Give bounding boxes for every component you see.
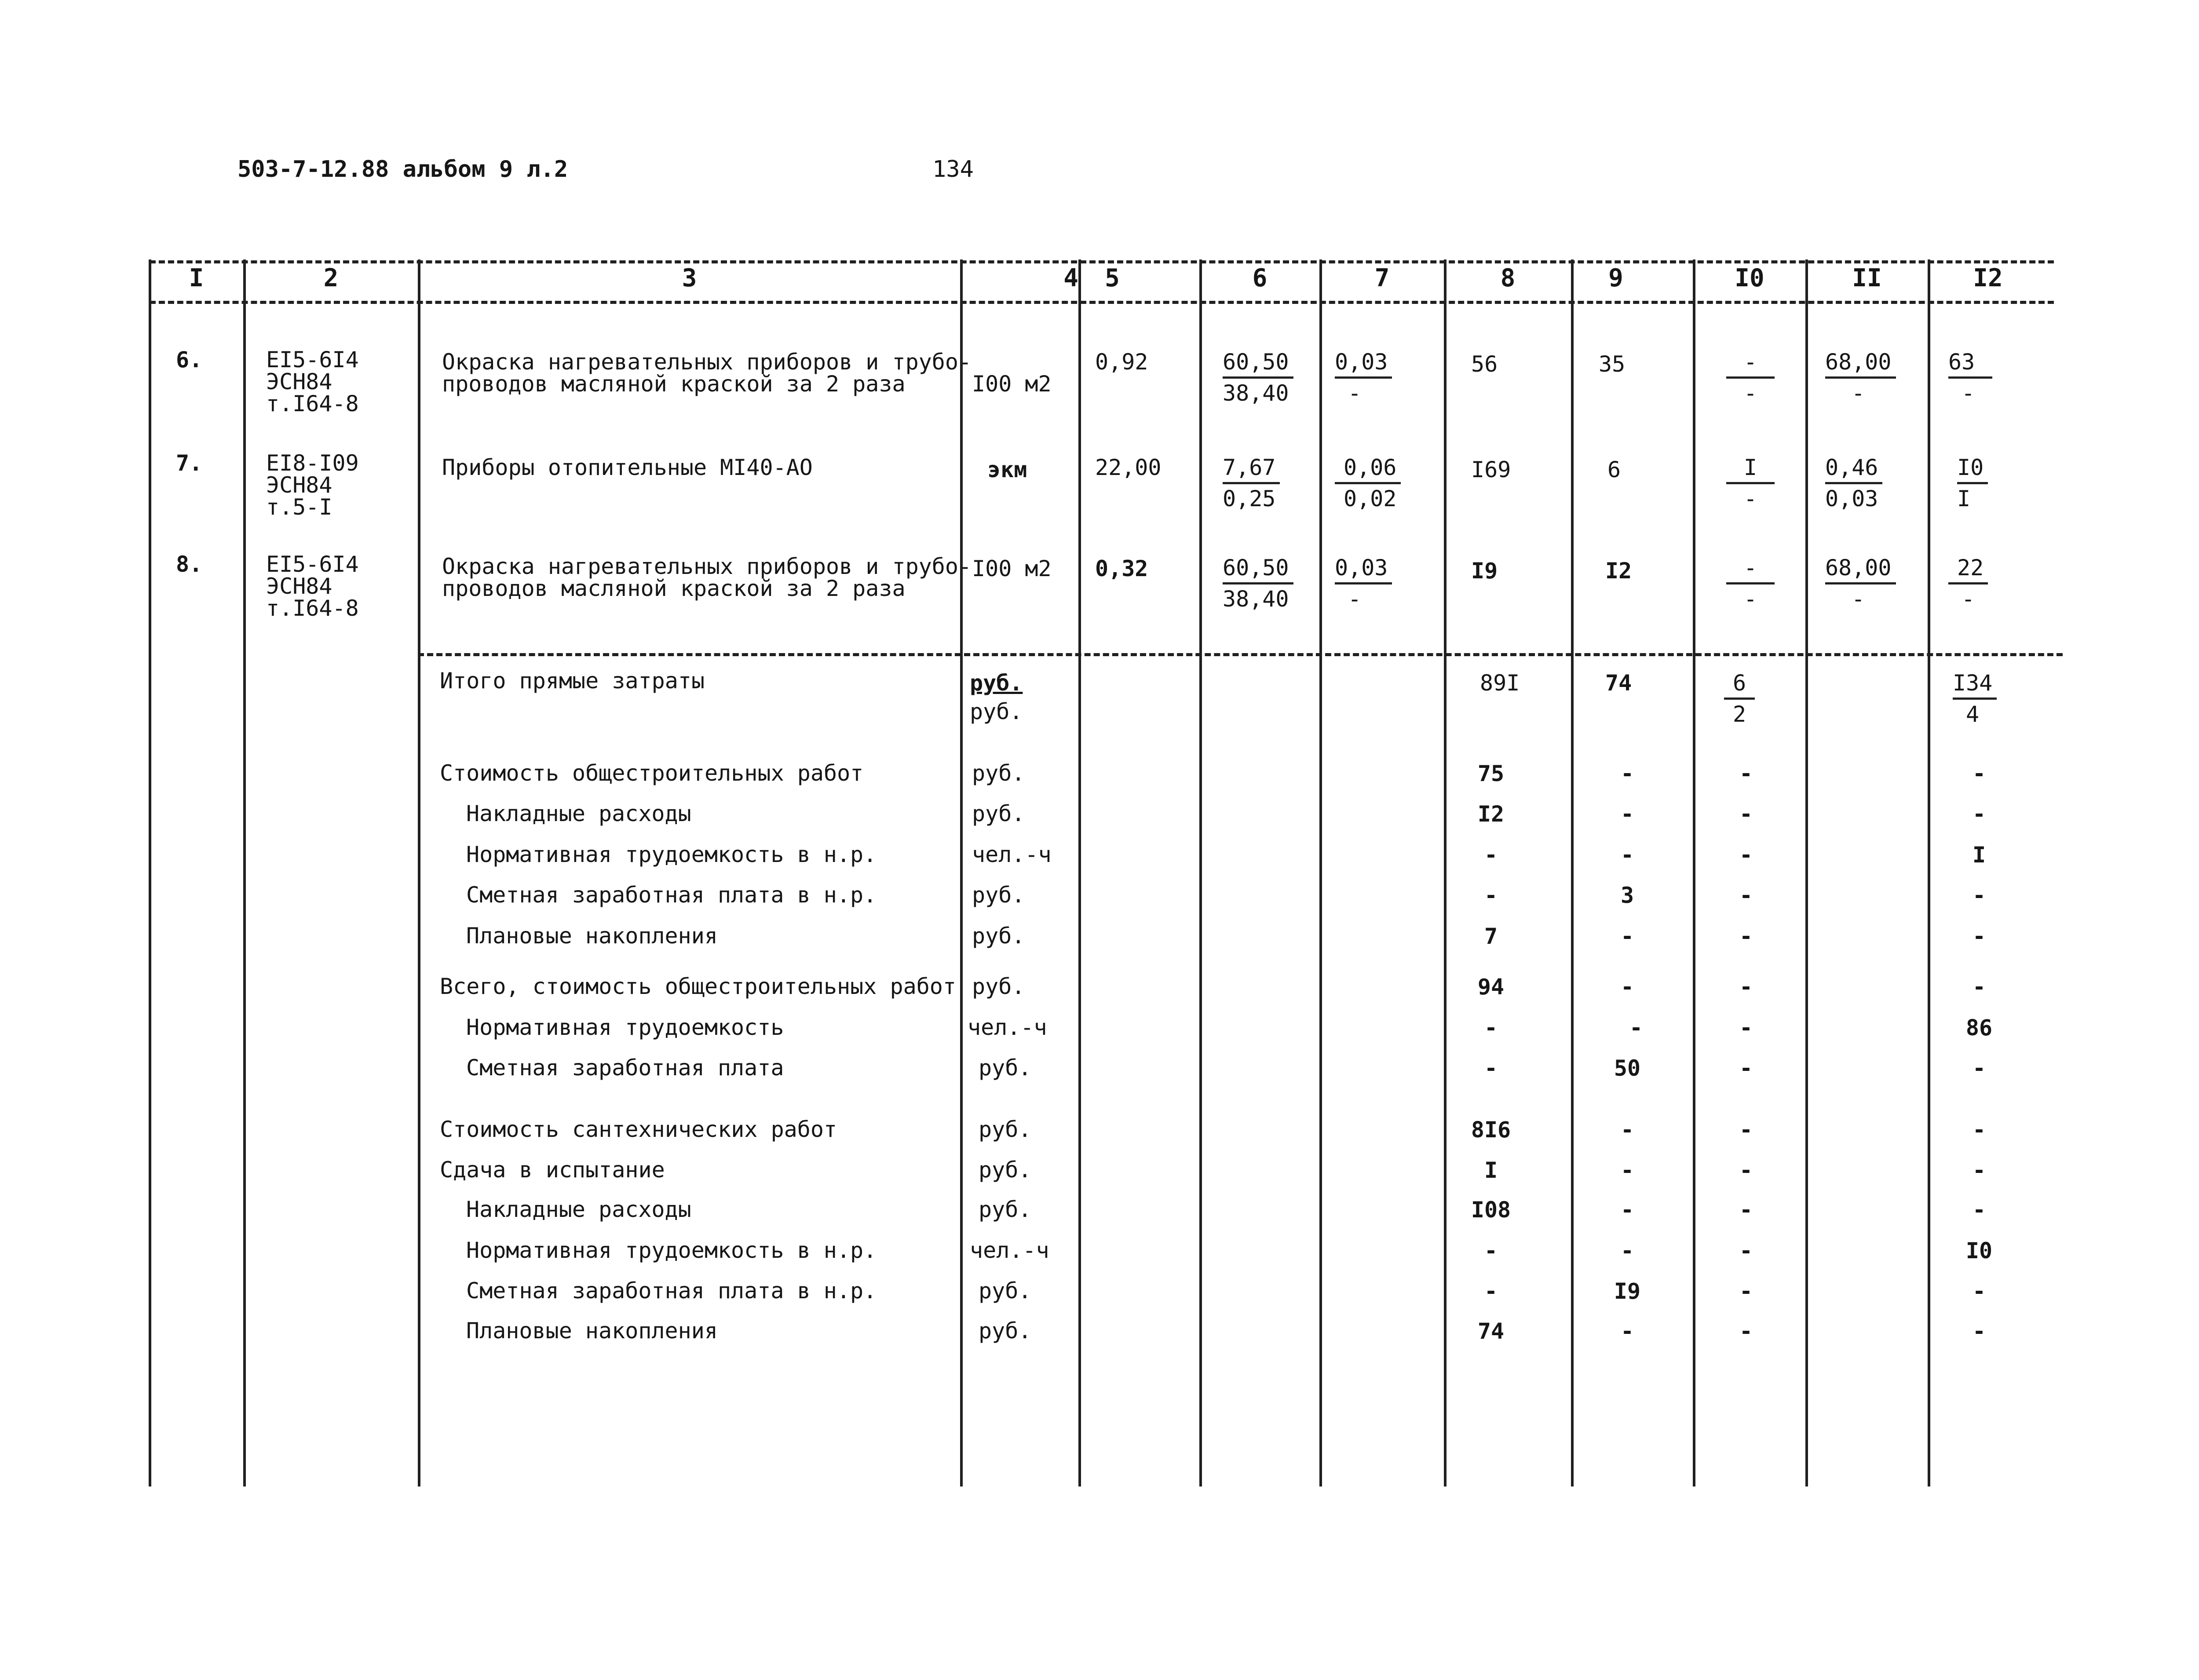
summary-unit: руб.: [979, 1117, 1032, 1142]
summary-unit: руб.: [972, 801, 1025, 826]
col-border: [418, 259, 420, 1486]
col7-numerator: 0,03: [1335, 347, 1392, 379]
summary-label: Стоимость сантехнических работ: [440, 1117, 837, 1142]
row-description-line: Окраска нагревательных приборов и трубо-: [442, 349, 972, 375]
column-number: 7: [1374, 264, 1390, 292]
column-number: 9: [1608, 264, 1623, 292]
summary-unit: руб.: [972, 974, 1025, 999]
summary-unit: руб.: [972, 760, 1025, 786]
col11-numerator: 68,00: [1825, 553, 1896, 584]
col12-numerator: I34: [1953, 668, 1997, 700]
col11-numerator: 68,00: [1825, 347, 1896, 379]
column-number: 6: [1252, 264, 1268, 292]
row-unit: I00 м2: [972, 556, 1052, 581]
col-border: [149, 259, 151, 1486]
column-number: I: [189, 264, 204, 292]
row-number: 8.: [176, 551, 203, 577]
row-code-line: EI8-I09: [266, 450, 359, 476]
totals-col12-fraction: [1953, 668, 1997, 729]
col-border: [1444, 259, 1447, 1486]
header-top-border: [150, 260, 2054, 263]
col10-numerator: I: [1726, 453, 1775, 484]
summary-col12: -: [1972, 883, 1986, 908]
totals-divider: [418, 653, 2063, 656]
summary-label: Стоимость общестроительных работ: [440, 760, 864, 786]
col12-denominator: -: [1962, 586, 1975, 612]
col7-fraction: [1335, 347, 1392, 408]
summary-col10: -: [1739, 1238, 1753, 1264]
col7-numerator: 0,06: [1335, 453, 1401, 484]
summary-col8: -: [1484, 842, 1498, 868]
summary-label: Всего, стоимость общестроительных работ: [440, 974, 956, 999]
summary-col8: I: [1484, 1158, 1498, 1183]
col10-fraction: [1726, 553, 1775, 614]
summary-label: Нормативная трудоемкость: [466, 1015, 784, 1040]
column-number: 3: [682, 264, 697, 292]
col6-fraction: [1223, 347, 1293, 408]
totals-label: Итого прямые затраты: [440, 668, 705, 694]
column-number: 8: [1500, 264, 1516, 292]
summary-label: Сметная заработная плата: [466, 1055, 784, 1081]
totals-unit: руб.: [970, 670, 1023, 696]
col6-numerator: 60,50: [1223, 347, 1293, 379]
summary-unit: чел.-ч: [972, 842, 1052, 867]
col6-fraction: [1223, 453, 1280, 513]
row-code-line: ЭСН84: [266, 472, 332, 498]
col9-value: 35: [1599, 351, 1626, 377]
col-border: [1928, 259, 1930, 1486]
col8-value: I9: [1471, 558, 1498, 584]
col12-fraction: [1948, 553, 1988, 614]
col6-denominator: 38,40: [1223, 586, 1289, 612]
summary-col9: -: [1620, 842, 1634, 868]
summary-unit: руб.: [979, 1197, 1032, 1222]
summary-col9: -: [1620, 924, 1634, 949]
col10-fraction: [1726, 453, 1775, 513]
col11-fraction: [1825, 453, 1882, 513]
col10-numerator: -: [1726, 347, 1775, 379]
summary-unit: руб.: [979, 1318, 1032, 1344]
summary-col9: -: [1620, 761, 1634, 786]
col9-value: 6: [1607, 457, 1621, 482]
row-description-line: Приборы отопительные МI40-АО: [442, 455, 813, 480]
summary-col12: I0: [1965, 1238, 1993, 1264]
summary-col9: 50: [1614, 1055, 1641, 1081]
summary-col9: -: [1620, 1158, 1634, 1183]
row-description-line: Окраска нагревательных приборов и трубо-: [442, 554, 972, 579]
col8-value: 56: [1471, 351, 1498, 377]
col-border: [1078, 259, 1081, 1486]
col-border: [960, 259, 963, 1486]
summary-col8: 74: [1477, 1318, 1505, 1344]
summary-col8: 8I6: [1471, 1117, 1511, 1143]
summary-col12: -: [1972, 801, 1986, 827]
summary-col8: 75: [1477, 761, 1505, 786]
col12-numerator: 63: [1948, 347, 1992, 379]
summary-col9: -: [1620, 1238, 1634, 1264]
totals-unit: руб.: [970, 699, 1023, 724]
summary-col10: -: [1739, 1197, 1753, 1223]
summary-col12: -: [1972, 1158, 1986, 1183]
summary-unit: руб.: [979, 1157, 1032, 1183]
col9-value: I2: [1605, 558, 1632, 584]
row-unit: I00 м2: [972, 371, 1052, 397]
summary-col10: -: [1739, 924, 1753, 949]
col10-denominator: -: [1744, 586, 1757, 612]
summary-col12: -: [1972, 1117, 1986, 1143]
summary-unit: руб.: [979, 1055, 1032, 1081]
summary-col10: -: [1739, 1318, 1753, 1344]
col12-numerator: 22: [1948, 553, 1988, 584]
summary-col9: 3: [1620, 883, 1634, 908]
col-border: [1571, 259, 1574, 1486]
summary-col9: -: [1620, 1318, 1634, 1344]
summary-col12: -: [1972, 1318, 1986, 1344]
summary-label: Сметная заработная плата в н.р.: [466, 1278, 877, 1304]
totals-col8: 89I: [1480, 670, 1520, 696]
col11-denominator: 0,03: [1825, 486, 1878, 511]
summary-label: Сметная заработная плата в н.р.: [466, 882, 877, 908]
summary-col10: -: [1739, 761, 1753, 786]
summary-col9: -: [1620, 801, 1634, 827]
summary-label: Нормативная трудоемкость в н.р.: [466, 842, 877, 867]
col6-denominator: 0,25: [1223, 486, 1276, 511]
row-code-line: ЭСН84: [266, 369, 332, 394]
summary-col8: -: [1484, 1055, 1498, 1081]
row-code-line: EI5-6I4: [266, 551, 359, 577]
col-border: [1319, 259, 1322, 1486]
col7-denominator: -: [1348, 586, 1362, 612]
document-code: 503-7-12.88 альбом 9 л.2: [237, 156, 568, 183]
row-code-line: т.I64-8: [266, 391, 359, 416]
row-code-line: EI5-6I4: [266, 347, 359, 373]
column-number: I0: [1735, 264, 1764, 292]
col-border: [1805, 259, 1808, 1486]
col12-denominator: -: [1962, 380, 1975, 406]
summary-label: Накладные расходы: [466, 1197, 691, 1222]
col11-numerator: 0,46: [1825, 453, 1882, 484]
summary-col9: -: [1620, 1117, 1634, 1143]
row-code-line: ЭСН84: [266, 573, 332, 599]
col7-fraction: [1335, 553, 1392, 614]
row-description-line: проводов масляной краской за 2 раза: [442, 371, 906, 397]
summary-col8: -: [1484, 1015, 1498, 1041]
summary-label: Накладные расходы: [466, 801, 691, 826]
row-code-line: т.5-I: [266, 494, 332, 520]
summary-col10: -: [1739, 801, 1753, 827]
summary-col12: -: [1972, 1055, 1986, 1081]
summary-col12: I: [1972, 842, 1986, 868]
summary-col10: -: [1739, 842, 1753, 868]
page-number: 134: [932, 156, 974, 183]
summary-col12: 86: [1965, 1015, 1993, 1041]
summary-col8: 7: [1484, 924, 1498, 949]
summary-col10: -: [1739, 1158, 1753, 1183]
col6-numerator: 60,50: [1223, 553, 1293, 584]
summary-col8: I08: [1471, 1197, 1511, 1223]
row-number: 7.: [176, 450, 203, 476]
col10-denominator: 2: [1733, 701, 1746, 727]
col10-numerator: -: [1726, 553, 1775, 584]
summary-unit: руб.: [972, 923, 1025, 949]
col12-numerator: I0: [1957, 453, 1988, 484]
summary-col12: -: [1972, 761, 1986, 786]
row-description-line: проводов масляной краской за 2 раза: [442, 576, 906, 601]
col12-fraction: [1957, 453, 1988, 513]
summary-col9: I9: [1614, 1278, 1641, 1304]
summary-col10: -: [1739, 1015, 1753, 1041]
col7-denominator: -: [1348, 380, 1362, 406]
summary-col9: -: [1620, 974, 1634, 1000]
summary-unit: руб.: [972, 882, 1025, 908]
row-quantity: 22,00: [1095, 455, 1162, 480]
row-number: 6.: [176, 347, 203, 373]
summary-col8: I2: [1477, 801, 1505, 827]
summary-col12: -: [1972, 1278, 1986, 1304]
col11-fraction: [1825, 553, 1896, 614]
summary-col8: -: [1484, 1278, 1498, 1304]
col7-numerator: 0,03: [1335, 553, 1392, 584]
summary-col8: 94: [1477, 974, 1505, 1000]
summary-unit: руб.: [979, 1278, 1032, 1304]
col7-fraction: [1335, 453, 1401, 513]
row-unit: экм: [987, 457, 1027, 482]
col8-value: I69: [1471, 457, 1511, 482]
summary-col9: -: [1629, 1015, 1643, 1041]
col10-denominator: -: [1744, 380, 1757, 406]
row-quantity: 0,92: [1095, 349, 1148, 375]
column-number: 2: [323, 264, 339, 292]
summary-label: Плановые накопления: [466, 923, 718, 949]
col6-denominator: 38,40: [1223, 380, 1289, 406]
summary-col12: -: [1972, 974, 1986, 1000]
column-number: II: [1852, 264, 1882, 292]
row-quantity: 0,32: [1095, 556, 1148, 581]
col6-numerator: 7,67: [1223, 453, 1280, 484]
totals-col10-fraction: [1724, 668, 1755, 729]
col7-denominator: 0,02: [1344, 486, 1397, 511]
col-border: [1199, 259, 1202, 1486]
column-number: 5: [1105, 264, 1120, 292]
summary-unit: чел.-ч: [970, 1238, 1049, 1263]
summary-col8: -: [1484, 883, 1498, 908]
col10-numerator: 6: [1724, 668, 1755, 700]
row-code-line: т.I64-8: [266, 595, 359, 621]
col12-denominator: 4: [1966, 701, 1980, 727]
summary-col10: -: [1739, 1117, 1753, 1143]
column-number: I2: [1973, 264, 2003, 292]
col6-fraction: [1223, 553, 1293, 614]
summary-col12: -: [1972, 1197, 1986, 1223]
summary-col10: -: [1739, 883, 1753, 908]
col12-fraction: [1948, 347, 1992, 408]
col10-denominator: -: [1744, 486, 1757, 511]
summary-label: Нормативная трудоемкость в н.р.: [466, 1238, 877, 1263]
summary-col10: -: [1739, 974, 1753, 1000]
col11-denominator: -: [1852, 586, 1865, 612]
col11-denominator: -: [1852, 380, 1865, 406]
summary-col9: -: [1620, 1197, 1634, 1223]
summary-col8: -: [1484, 1238, 1498, 1264]
col11-fraction: [1825, 347, 1896, 408]
summary-col12: -: [1972, 924, 1986, 949]
summary-label: Сдача в испытание: [440, 1157, 665, 1183]
header-bottom-border: [150, 301, 2054, 304]
col10-fraction: [1726, 347, 1775, 408]
column-number: 4: [1063, 264, 1078, 292]
summary-label: Плановые накопления: [466, 1318, 718, 1344]
summary-col10: -: [1739, 1278, 1753, 1304]
col-border: [243, 259, 246, 1486]
totals-col9: 74: [1605, 670, 1632, 696]
col12-denominator: I: [1957, 486, 1971, 511]
summary-col10: -: [1739, 1055, 1753, 1081]
summary-unit: чел.-ч: [968, 1015, 1047, 1040]
col-border: [1693, 259, 1695, 1486]
